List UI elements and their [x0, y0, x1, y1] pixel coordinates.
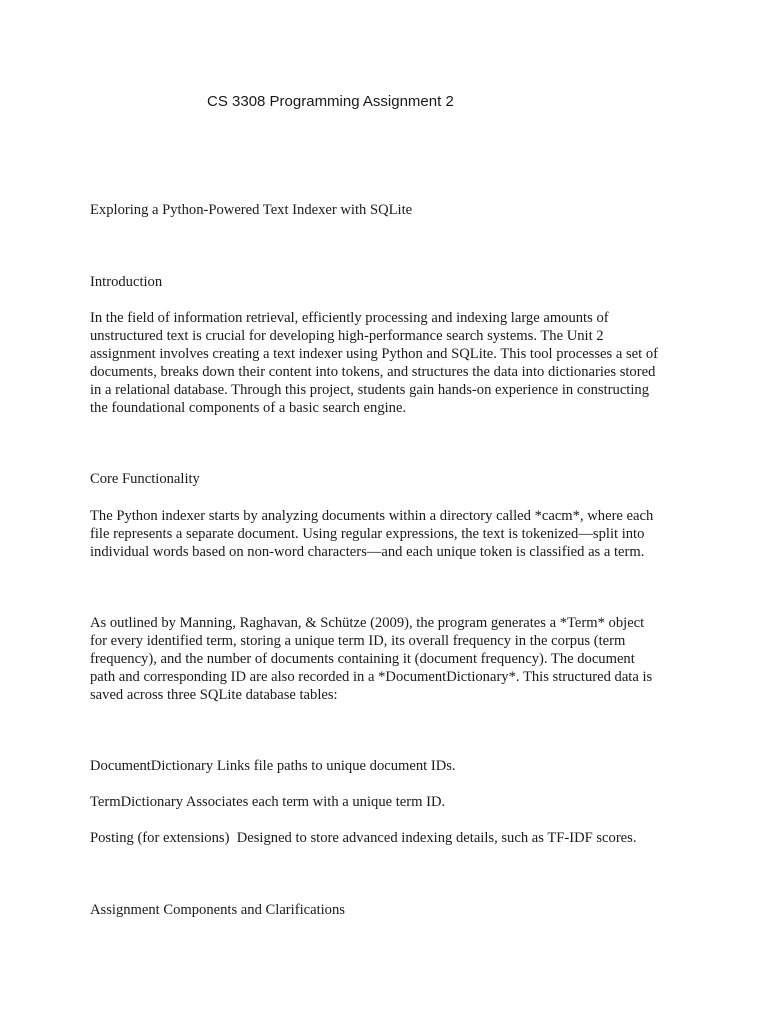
introduction-line: in a relational database. Through this project, students gain hands-on experience in constructing — [90, 382, 649, 398]
introduction-line: documents, breaks down their content into tokens, and structures the data into dictionaries stored — [90, 364, 656, 380]
introduction-line: In the field of information retrieval, efficiently processing and indexing large amounts of — [90, 310, 609, 326]
core-functionality-line: As outlined by Manning, Raghavan, & Schütze (2009), the program generates a *Term* object — [90, 615, 645, 631]
introduction-paragraph — [90, 309, 690, 417]
core-functionality-line: saved across three SQLite database tables: — [90, 687, 338, 703]
introduction-line: assignment involves creating a text indexer using Python and SQLite. This tool processes a set of — [90, 346, 658, 362]
core-functionality-line: for every identified term, storing a unique term ID, its overall frequency in the corpus (term — [90, 633, 626, 649]
introduction-line: unstructured text is crucial for developing high-performance search systems. The Unit 2 — [90, 328, 604, 344]
table-item-document-dictionary: DocumentDictionary Links file paths to unique document IDs. — [90, 758, 456, 774]
core-functionality-line: path and corresponding ID are also recorded in a *DocumentDictionary*. This structured data is — [90, 669, 653, 685]
document-title: CS 3308 Programming Assignment 2 — [207, 93, 454, 110]
document-subtitle: Exploring a Python-Powered Text Indexer with SQLite — [90, 202, 413, 218]
core-functionality-line: file represents a separate document. Using regular expressions, the text is tokenized—split into — [90, 526, 645, 542]
core-functionality-paragraph-2 — [90, 614, 690, 704]
core-functionality-line: frequency), and the number of documents containing it (document frequency). The document — [90, 651, 635, 667]
introduction-heading: Introduction — [90, 274, 163, 290]
table-item-term-dictionary: TermDictionary Associates each term with a unique term ID. — [90, 794, 446, 810]
table-item-posting: Posting (for extensions) Designed to store advanced indexing details, such as TF-IDF scores. — [90, 830, 637, 846]
core-functionality-line: The Python indexer starts by analyzing documents within a directory called *cacm*, where each — [90, 508, 654, 524]
core-functionality-heading: Core Functionality — [90, 471, 200, 487]
core-functionality-paragraph-1 — [90, 507, 690, 561]
core-functionality-line: individual words based on non-word characters—and each unique token is classified as a term. — [90, 544, 645, 560]
introduction-line: the foundational components of a basic search engine. — [90, 400, 407, 416]
assignment-components-heading: Assignment Components and Clarifications — [90, 902, 345, 918]
